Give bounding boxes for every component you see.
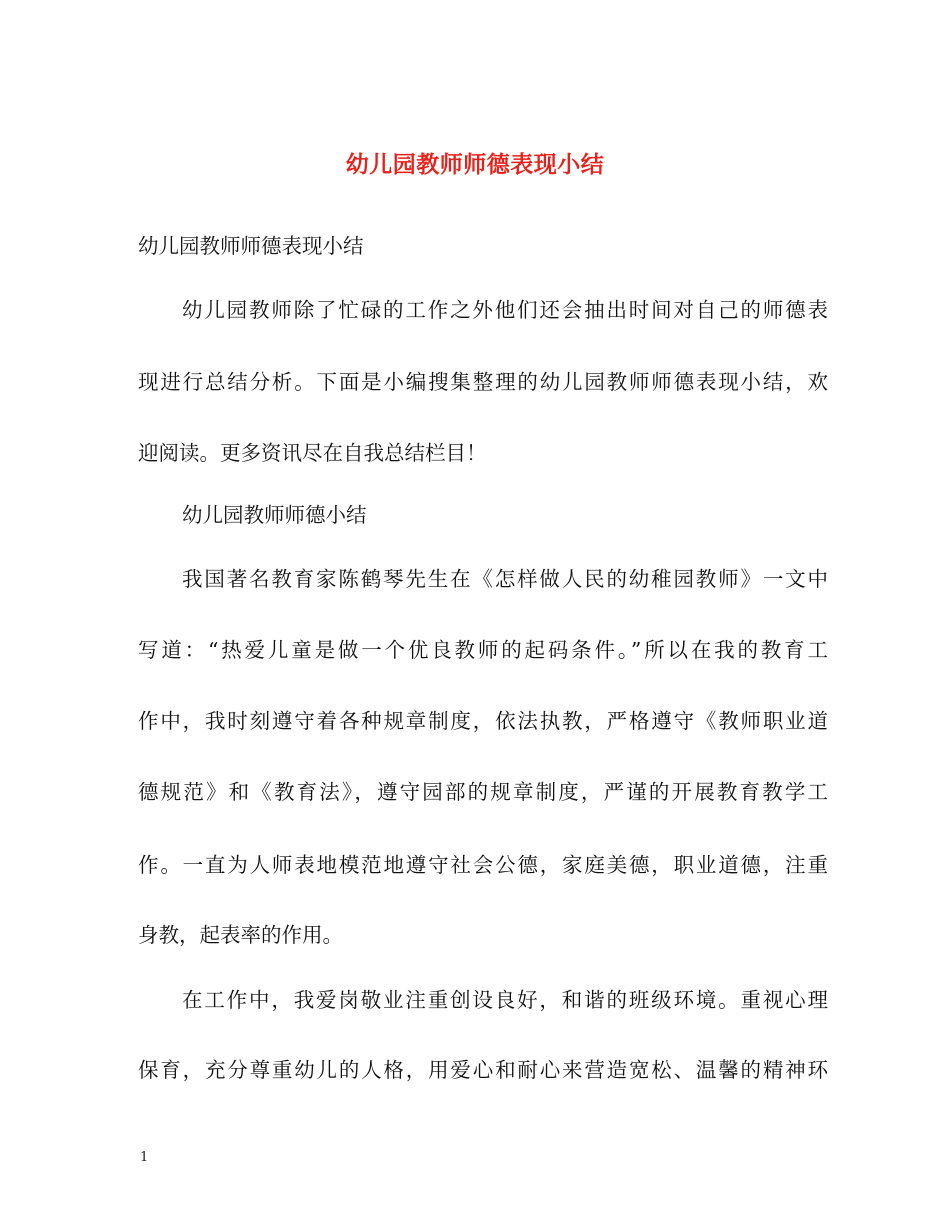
- body-line: 在工作中，我爱岗敬业注重创设良好，和谐的班级环境。重视心理: [182, 988, 828, 1012]
- body-line: 德规范》和《教育法》，遵守园部的规章制度，严谨的开展教育教学工: [138, 780, 828, 804]
- body-line: 写道：“热爱儿童是做一个优良教师的起码条件。”所以在我的教育工: [138, 638, 828, 662]
- body-line: 作。一直为人师表地模范地遵守社会公德，家庭美德，职业道德，注重: [138, 853, 828, 877]
- body-line: 现进行总结分析。下面是小编搜集整理的幼儿园教师师德表现小结，欢: [138, 370, 828, 394]
- body-line: 身教，起表率的作用。: [138, 923, 343, 947]
- body-line: 我国著名教育家陈鹤琴先生在《怎样做人民的幼稚园教师》一文中: [182, 567, 828, 591]
- body-line: 幼儿园教师师德小结: [182, 503, 367, 527]
- body-line: 幼儿园教师师德表现小结: [138, 234, 364, 258]
- body-line: 幼儿园教师除了忙碌的工作之外他们还会抽出时间对自己的师德表: [182, 298, 828, 322]
- body-line: 作中，我时刻遵守着各种规章制度，依法执教，严格遵守《教师职业道: [138, 709, 828, 733]
- body-line: 迎阅读。更多资讯尽在自我总结栏目！: [138, 441, 487, 465]
- body-line: 保育，充分尊重幼儿的人格，用爱心和耐心来营造宽松、温馨的精神环: [138, 1058, 828, 1082]
- page-number: 1: [140, 1150, 149, 1165]
- document-title: 幼儿园教师师德表现小结: [345, 151, 605, 178]
